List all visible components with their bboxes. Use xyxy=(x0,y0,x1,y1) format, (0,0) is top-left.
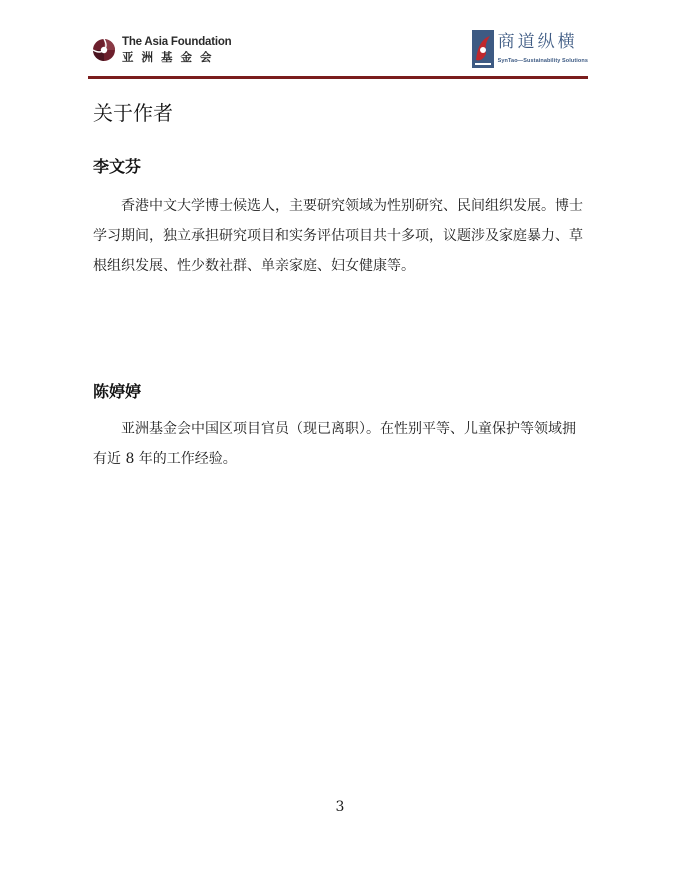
author-name: 李文芬 xyxy=(93,157,142,176)
syntao-emblem-icon xyxy=(472,30,494,68)
syntao-logo xyxy=(472,30,588,70)
header-divider xyxy=(88,76,588,79)
page-number: 3 xyxy=(335,799,345,815)
author-bio: 亚洲基金会中国区项目官员（现已离职）。在性别平等、儿童保护等领域拥有近 8 年的工作经验。 xyxy=(93,421,576,467)
syntao-name-chinese: 商道纵横 xyxy=(497,32,578,52)
asia-foundation-mark-icon xyxy=(92,38,116,62)
logo-name-english: The Asia Foundation xyxy=(122,36,232,48)
asia-foundation-logo xyxy=(92,33,232,67)
page-title: 关于作者 xyxy=(93,101,173,125)
logo-name-chinese: 亚洲基金会 xyxy=(122,49,220,64)
page-header xyxy=(88,30,588,78)
author-bio: 香港中文大学博士候选人，主要研究领域为性别研究、民间组织发展。博士学习期间，独立承担研究项目和实务评估项目共十多项，议题涉及家庭暴力、草根组织发展、性少数社群、单亲家庭、妇女健康等。 xyxy=(93,198,583,274)
syntao-tagline: SynTao—Sustainability Solutions xyxy=(497,58,588,64)
author-name: 陈婷婷 xyxy=(93,382,142,401)
